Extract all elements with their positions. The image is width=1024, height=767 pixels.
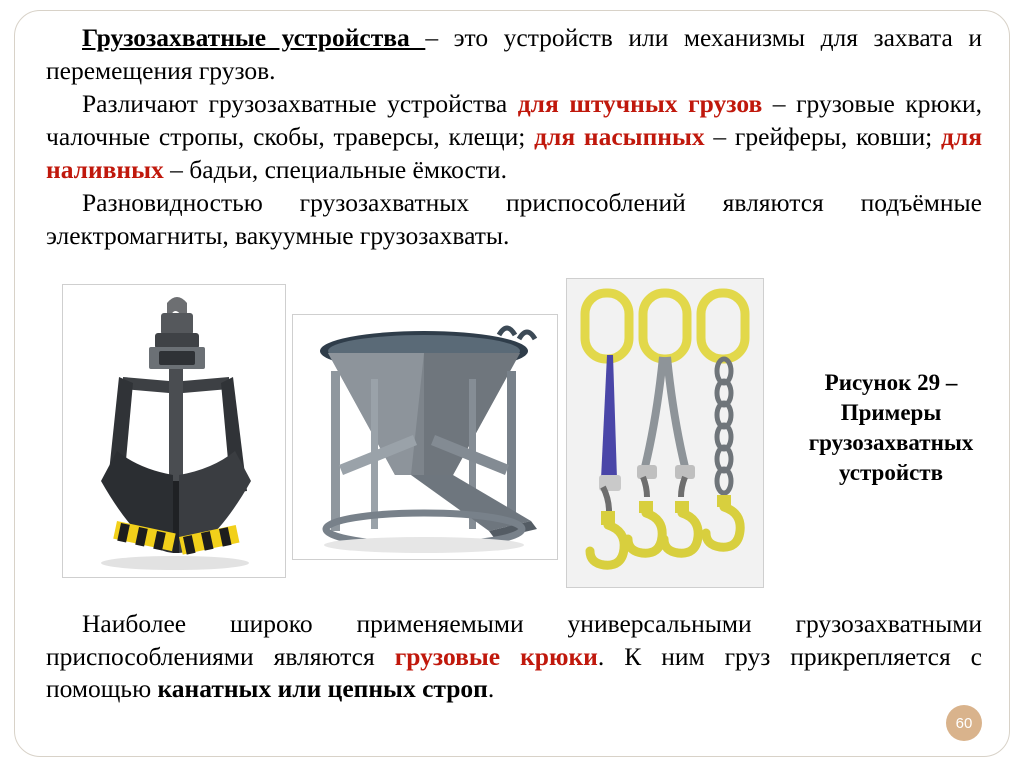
figure-group [46,278,986,590]
hooks-lead-text: Наиболее широко применяемыми универсальными грузозахватными приспособлениями являются [46,609,982,671]
definition-text: – это устройств или механизмы для захвата и перемещения грузов. [46,23,982,85]
slings-photo [566,278,764,588]
hooks-tail-text: . [487,674,495,704]
highlight-piece-goods: для штучных грузов [517,89,763,119]
highlight-liquid-goods: для наливных [46,121,983,184]
page-number-badge: 60 [946,705,982,741]
hooks-mid-text: . К ним груз прикрепляется с помощью [46,641,982,704]
varieties-text: Разновидностью грузозахватных приспособлений являются подъёмные электромагниты, вакуумные грузозахваты. [46,188,982,250]
figure-caption: Рисунок 29 – Примеры грузозахватных устройств [808,370,974,485]
highlight-bulk-goods: для насыпных [534,121,705,151]
slide-footer-text [46,608,982,707]
term-title: Грузозахватные устройства [82,23,426,52]
emphasis-rope-chain-slings: канатных или цепных строп [157,674,488,704]
paragraph-types [46,88,982,186]
types-mid-text-1: – грузовые крюки, чалочные стропы, скобы, траверсы, клещи; [46,89,983,151]
types-tail-text: – бадьи, специальные ёмкости. [163,154,507,184]
paragraph-varieties [46,187,982,252]
paragraph-definition [46,22,982,87]
types-lead-text: Различают грузозахватные устройства [82,89,518,119]
slide-body [46,22,982,253]
highlight-load-hooks: грузовые крюки [394,641,598,671]
types-mid-text-2: – грейферы, ковши; [704,121,941,151]
paragraph-hooks [46,608,982,706]
grab-bucket-photo [62,284,286,578]
concrete-skip-photo [292,314,558,560]
